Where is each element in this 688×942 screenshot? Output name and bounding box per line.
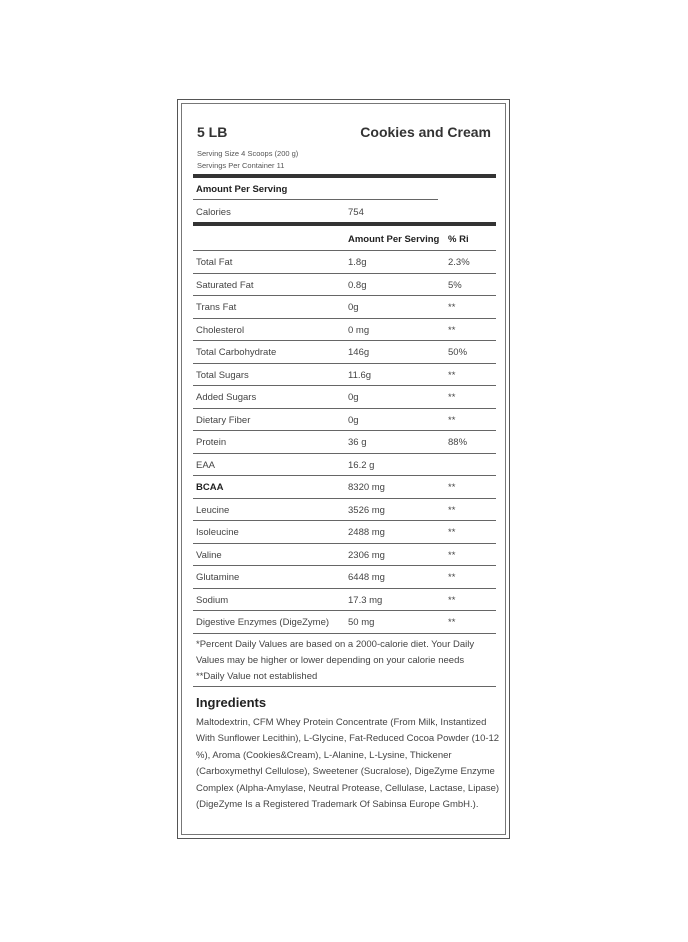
ingredients-heading: Ingredients <box>196 695 267 710</box>
nutrient-name: Leucine <box>196 504 230 516</box>
footnote-line-3: **Daily Value not established <box>196 671 318 682</box>
nutrient-name: Sodium <box>196 594 229 606</box>
footnote-line-1: *Percent Daily Values are based on a 2000-calorie diet. Your Daily <box>196 639 475 650</box>
nutrient-name: Total Fat <box>196 257 233 268</box>
nutrient-amount: 1.8g <box>348 257 367 268</box>
nutrient-row <box>193 476 496 499</box>
nutrient-ri: ** <box>448 617 456 628</box>
thick-divider <box>193 174 496 178</box>
nutrient-row <box>193 296 496 319</box>
nutrient-name: Total Sugars <box>196 369 249 381</box>
amount-per-serving-heading: Amount Per Serving <box>196 184 288 195</box>
nutrient-amount: 6448 mg <box>348 572 385 583</box>
nutrient-name: Saturated Fat <box>196 279 254 291</box>
nutrition-label <box>181 103 506 835</box>
product-flavor: Cookies and Cream <box>360 124 491 140</box>
nutrient-amount: 146g <box>348 347 370 358</box>
nutrient-ri: 2.3% <box>448 257 470 268</box>
serving-size: Serving Size 4 Scoops (200 g) <box>197 149 299 158</box>
nutrient-name: Digestive Enzymes (DigeZyme) <box>196 617 330 628</box>
nutrient-row <box>193 589 496 612</box>
nutrient-row <box>193 319 496 342</box>
nutrition-label-outer-border <box>177 99 510 839</box>
nutrient-amount: 17.3 mg <box>348 594 383 606</box>
nutrient-row <box>193 251 496 274</box>
product-size: 5 LB <box>197 124 228 140</box>
nutrient-name: Glutamine <box>196 572 240 583</box>
nutrient-row <box>193 454 496 477</box>
nutrient-ri: ** <box>448 504 456 516</box>
nutrient-row <box>193 409 496 432</box>
nutrient-ri: ** <box>448 392 456 403</box>
nutrient-row <box>193 364 496 387</box>
nutrient-row <box>193 521 496 544</box>
nutrient-ri: ** <box>448 549 456 561</box>
nutrient-amount: 2488 mg <box>348 527 385 538</box>
nutrient-ri: 5% <box>448 279 462 291</box>
nutrient-amount: 11.6g <box>348 369 372 381</box>
nutrient-name: Dietary Fiber <box>196 414 251 426</box>
nutrient-amount: 0.8g <box>348 279 367 291</box>
nutrient-name: Isoleucine <box>196 527 239 538</box>
divider <box>193 199 438 200</box>
nutrient-ri: ** <box>448 414 456 426</box>
thick-divider <box>193 222 496 226</box>
nutrient-amount: 0 mg <box>348 324 370 336</box>
nutrient-amount: 0g <box>348 392 359 403</box>
calories-label: Calories <box>196 207 231 218</box>
nutrient-name: Trans Fat <box>196 302 237 313</box>
nutrient-row <box>193 274 496 297</box>
divider <box>193 686 496 687</box>
nutrient-ri: 50% <box>448 347 468 358</box>
nutrient-ri: ** <box>448 527 456 538</box>
nutrient-ri: ** <box>448 302 456 313</box>
nutrient-ri: ** <box>448 482 456 493</box>
nutrient-row <box>193 431 496 454</box>
footnote-line-2: Values may be higher or lower depending on your calorie needs <box>196 655 465 666</box>
nutrient-amount: 0g <box>348 302 359 313</box>
nutrient-amount: 3526 mg <box>348 504 385 516</box>
nutrient-row <box>193 611 496 634</box>
calories-value: 754 <box>348 207 364 218</box>
nutrient-ri: ** <box>448 594 456 606</box>
nutrient-amount: 0g <box>348 414 359 426</box>
nutrient-name: Cholesterol <box>196 324 245 336</box>
nutrient-row <box>193 341 496 364</box>
nutrient-name: BCAA <box>196 482 224 493</box>
nutrient-amount: 8320 mg <box>348 482 385 493</box>
nutrient-amount: 36 g <box>348 437 367 448</box>
nutrient-amount: 16.2 g <box>348 459 375 471</box>
servings-per-container: Servings Per Container 11 <box>197 161 285 170</box>
nutrient-row <box>193 566 496 589</box>
nutrient-row <box>193 386 496 409</box>
nutrient-ri: ** <box>448 324 456 336</box>
nutrient-ri: ** <box>448 572 456 583</box>
ingredients-text: Maltodextrin, CFM Whey Protein Concentrate (From Milk, Instantized With Sunflower Lecithin), L-Glycine, Fat-Reduced Cocoa Powder (10-12 %), Aroma (Cookies&Cream), L-Alanine, L-Lysine, Thickener (Carboxymethyl Cellulose), Sweetener (Sucralose), DigeZyme Enzyme Complex (Alpha-Amylase, Neutral Protease, Cellulase, Lactase, Lipase) (DigeZyme Is a Registered Trademark Of Sabinsa Europe GmbH.). <box>196 717 500 811</box>
nutrient-row <box>193 544 496 567</box>
nutrient-amount: 2306 mg <box>348 549 385 561</box>
nutrient-name: Protein <box>196 437 227 448</box>
nutrient-name: EAA <box>196 459 216 471</box>
column-header-ri: % Ri <box>448 234 469 245</box>
nutrient-name: Added Sugars <box>196 392 257 403</box>
column-header-amount: Amount Per Serving <box>348 234 440 245</box>
nutrient-name: Total Carbohydrate <box>196 347 277 358</box>
nutrient-name: Valine <box>196 549 222 561</box>
nutrient-ri: ** <box>448 369 456 381</box>
nutrient-ri: 88% <box>448 437 468 448</box>
nutrient-amount: 50 mg <box>348 617 375 628</box>
nutrient-row <box>193 499 496 522</box>
